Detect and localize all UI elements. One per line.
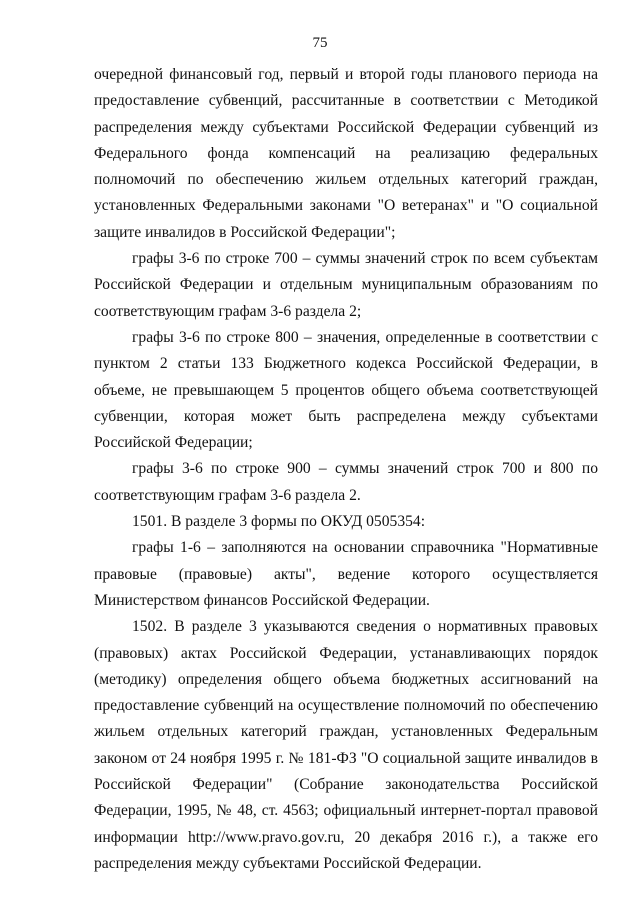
paragraph-1502: 1502. В разделе 3 указываются сведения о нормативных правовых (правовых) актах Российской Федерации, устанавливающих порядок (методику) определения общего объема бюджетных ассигнований на предоставление субвенций на осуществление полномочий по обеспечению жильем отдельных категорий граждан, установленных Федеральным законом от 24 ноября 1995 г. № 181-ФЗ "О социальной защите инвалидов в Российской Федерации" (Собрание законодательства Российской Федерации, 1995, № 48, ст. 4563; официальный интернет-портал правовой информации http://www.pravo.gov.ru, 20 декабря 2016 г.), а также его распределения между субъектами Российской Федерации. <box>94 618 598 872</box>
paragraph-row-700: графы 3-6 по строке 700 – суммы значений строк по всем субъектам Российской Федерации и отдельным муниципальным образованиям по соответствующим графам 3-6 раздела 2; <box>94 250 598 320</box>
paragraph-1501-columns: графы 1-6 – заполняются на основании справочника "Нормативные правовые (правовые) акты", ведение которого осуществляется Министерством финансов Российской Федерации. <box>94 539 598 609</box>
paragraph-continuation: очередной финансовый год, первый и второй годы планового периода на предоставление субвенций, рассчитанные в соответствии с Методикой распределения между субъектами Российской Федерации субвенций из Федерального фонда компенсаций на реализацию федеральных полномочий по обеспечению жильем отдельных категорий граждан, установленных Федеральными законами "О ветеранах" и "О социальной защите инвалидов в Российской Федерации"; <box>94 66 598 241</box>
page-number: 75 <box>312 35 328 51</box>
paragraph-1501-heading: 1501. В разделе 3 формы по ОКУД 0505354: <box>132 513 426 531</box>
paragraph-row-800: графы 3-6 по строке 800 – значения, определенные в соответствии с пунктом 2 статьи 133 Бюджетного кодекса Российской Федерации, в объеме, не превышающем 5 процентов общего объема соответствующей субвенции, которая может быть распределена между субъектами Российской Федерации; <box>94 328 598 452</box>
paragraph-row-900: графы 3-6 по строке 900 – суммы значений строк 700 и 800 по соответствующим графам 3-6 раздела 2. <box>94 460 598 504</box>
document-body <box>94 62 598 877</box>
